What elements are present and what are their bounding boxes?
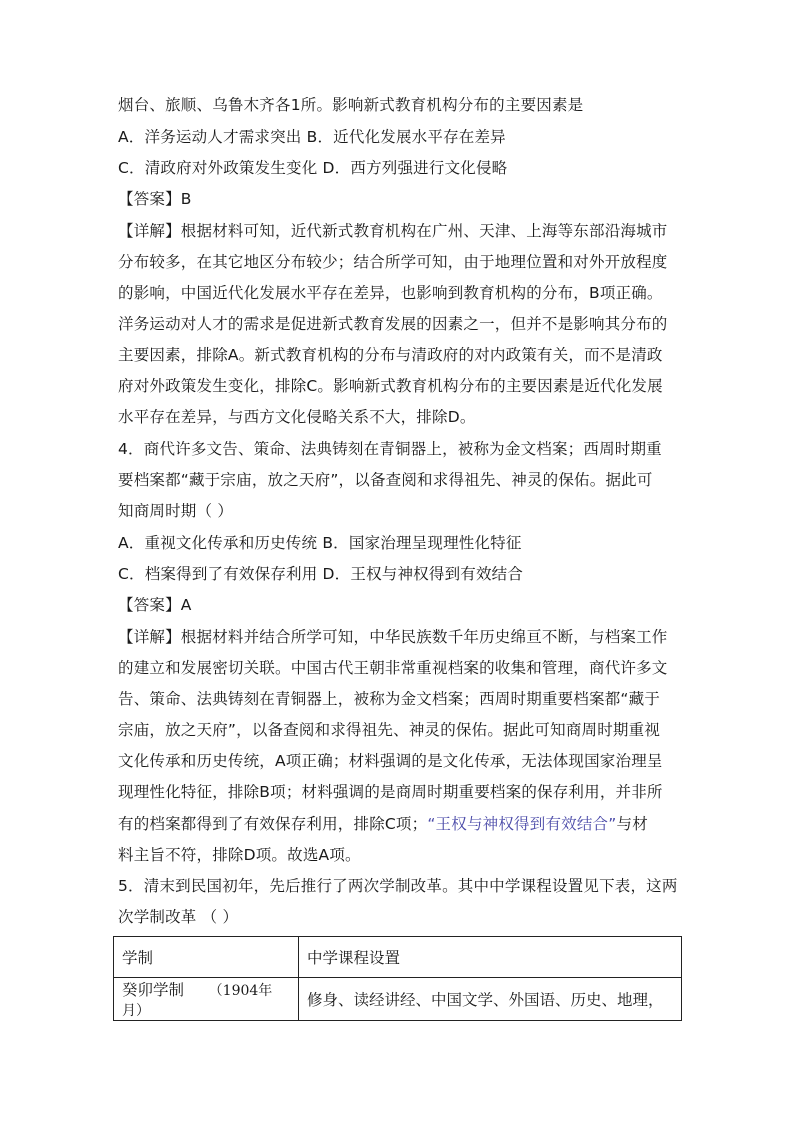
explanation-line: 告、策命、法典铸刻在青铜器上，被称为金文档案；西周时期重要档案都“藏于 bbox=[118, 690, 661, 708]
explanation-text: 有的档案都得到了有效保存利用，排除C项； bbox=[118, 815, 428, 833]
question-line: 4．商代许多文告、策命、法典铸刻在青铜器上，被称为金文档案；西周时期重 bbox=[118, 440, 662, 458]
question-line: 知商周时期（ ） bbox=[118, 502, 234, 520]
table-cell: 修身、读经讲经、中国文学、外国语、历史、地理， bbox=[299, 978, 682, 1021]
option-line: C．档案得到了有效保存利用 D．王权与神权得到有效结合 bbox=[118, 565, 524, 583]
explanation-line: 文化传承和历史传统，A项正确；材料强调的是文化传承，无法体现国家治理呈 bbox=[118, 752, 663, 770]
explanation-line: 的影响，中国近代化发展水平存在差异，也影响到教育机构的分布，B项正确。 bbox=[118, 284, 663, 302]
question-line: 要档案都“藏于宗庙，放之天府”，以备查阅和求得祖先、神灵的保佑。据此可 bbox=[118, 471, 653, 489]
system-name: 癸卯学制 bbox=[122, 981, 185, 999]
table-row bbox=[114, 978, 682, 1021]
text-line: 烟台、旅顺、乌鲁木齐各1所。影响新式教育机构分布的主要因素是 bbox=[118, 96, 584, 114]
explanation-line: 主要因素，排除A。新式教育机构的分布与清政府的对内政策有关，而不是清政 bbox=[118, 346, 663, 364]
explanation-line: 现理性化特征，排除B项；材料强调的是商周时期重要档案的保存利用，并非所 bbox=[118, 783, 663, 801]
table-header-cell: 中学课程设置 bbox=[299, 937, 682, 978]
explanation-line: 料主旨不符，排除D项。故选A项。 bbox=[118, 846, 361, 864]
table-header-row bbox=[114, 937, 682, 978]
option-line: A．洋务运动人才需求突出 B．近代化发展水平存在差异 bbox=[118, 128, 506, 146]
answer-label: 【答案】A bbox=[118, 596, 192, 614]
explanation-line: 的建立和发展密切关联。中国古代王朝非常重视档案的收集和管理，商代许多文 bbox=[118, 659, 668, 677]
option-line: C．清政府对外政策发生变化 D．西方列强进行文化侵略 bbox=[118, 159, 508, 177]
curriculum-table bbox=[113, 936, 682, 1021]
explanation-line: 府对外政策发生变化，排除C。影响新式教育机构分布的主要因素是近代化发展 bbox=[118, 377, 663, 395]
option-line: A．重视文化传承和历史传统 B．国家治理呈现理性化特征 bbox=[118, 534, 522, 552]
answer-label: 【答案】B bbox=[118, 190, 192, 208]
system-date: （1904年月） bbox=[122, 983, 273, 1019]
explanation-line: 【详解】根据材料并结合所学可知，中华民族数千年历史绵亘不断，与档案工作 bbox=[118, 628, 668, 646]
question-line: 5．清末到民国初年，先后推行了两次学制改革。其中中学课程设置见下表，这两 bbox=[118, 877, 678, 895]
explanation-line: 水平存在差异，与西方文化侵略关系不大，排除D。 bbox=[118, 408, 476, 426]
explanation-line: 【详解】根据材料可知，近代新式教育机构在广州、天津、上海等东部沿海城市 bbox=[118, 222, 668, 240]
explanation-text: 与材 bbox=[616, 815, 648, 833]
quoted-option-text: “王权与神权得到有效结合” bbox=[427, 815, 617, 833]
explanation-line: 宗庙，放之天府”，以备查阅和求得祖先、神灵的保佑。据此可知商周时期重视 bbox=[118, 721, 661, 739]
explanation-line bbox=[118, 813, 648, 835]
explanation-line: 洋务运动对人才的需求是促进新式教育发展的因素之一，但并不是影响其分布的 bbox=[118, 315, 668, 333]
explanation-line: 分布较多，在其它地区分布较少；结合所学可知，由于地理位置和对外开放程度 bbox=[118, 253, 668, 271]
table-cell bbox=[114, 978, 299, 1021]
question-line: 次学制改革 （ ） bbox=[118, 908, 239, 926]
table-header-cell: 学制 bbox=[114, 937, 299, 978]
